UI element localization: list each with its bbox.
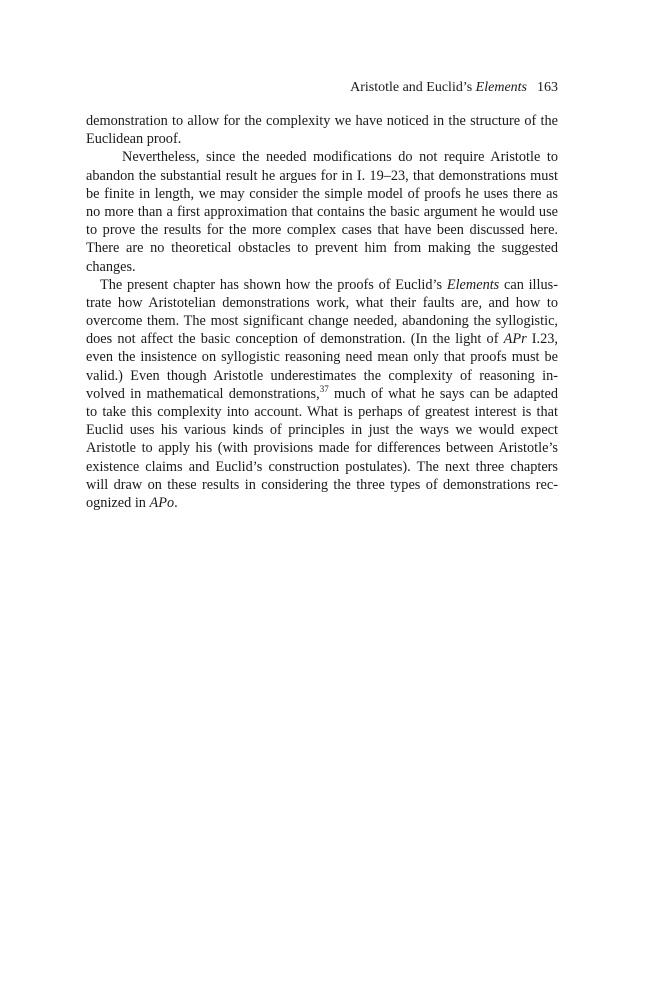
italic-title: Elements	[446, 276, 500, 293]
text-segment: ognized in	[86, 494, 150, 511]
running-title	[350, 80, 527, 95]
text-line: valid.) Even though Aristotle underestimates the complexity of reasoning in-	[86, 367, 558, 384]
text-line: Euclid uses his various kinds of principles in just the ways we would expect	[86, 422, 558, 439]
text-line: overcome them. The most significant change needed, abandoning the syllogistic,	[86, 313, 558, 330]
page-number: 163	[537, 80, 558, 95]
text-segment: can illus-	[499, 276, 558, 293]
text-line: will draw on these results in considering the three types of demonstrations rec-	[86, 476, 558, 493]
text-line: even the insistence on syllogistic reasoning need mean only that proofs must be	[86, 349, 558, 366]
text-segment: volved in mathematical demonstrations,	[86, 385, 320, 402]
text-segment: I.23,	[526, 331, 558, 348]
text-line: abandon the substantial result he argues for in I. 19–23, that demonstrations must	[86, 167, 558, 184]
text-line	[86, 276, 558, 294]
text-line: trate how Aristotelian demonstrations work, what their faults are, and how to	[86, 294, 558, 311]
text-line: Euclidean proof.	[86, 131, 182, 148]
text-line	[86, 330, 558, 348]
text-line: to prove the results for the more complex cases that have been discussed here.	[86, 222, 558, 239]
text-line: There are no theoretical obstacles to prevent him from making the suggested	[86, 240, 558, 257]
text-line: Nevertheless, since the needed modifications do not require Aristotle to	[122, 149, 558, 166]
text-segment: The present chapter has shown how the proofs of Euclid’s	[100, 276, 447, 293]
running-title-italic: Elements	[475, 80, 527, 95]
footnote-marker: 37	[319, 384, 329, 395]
text-line	[86, 494, 558, 512]
body-text	[86, 112, 558, 512]
text-line: Aristotle to apply his (with provisions made for differences between Aristotle’s	[86, 440, 558, 457]
running-head	[86, 80, 558, 96]
italic-abbreviation: APo	[149, 494, 175, 511]
text-line: changes.	[86, 258, 136, 275]
text-segment: much of what he says can be adapted	[328, 385, 558, 402]
text-segment: .	[174, 494, 178, 511]
text-line: demonstration to allow for the complexity we have noticed in the structure of the	[86, 113, 558, 129]
text-line: existence claims and Euclid’s construction postulates). The next three chapters	[86, 458, 558, 475]
text-line: be finite in length, we may consider the simple model of proofs he uses there as	[86, 185, 558, 202]
text-line	[86, 385, 558, 403]
text-line: to take this complexity into account. What is perhaps of greatest interest is that	[86, 404, 558, 420]
text-line: no more than a first approximation that contains the basic argument he would use	[86, 203, 558, 220]
running-title-text: Aristotle and Euclid’s	[350, 80, 476, 95]
italic-abbreviation: APr	[503, 331, 527, 348]
text-segment: does not affect the basic conception of demonstration. (In the light of	[86, 331, 504, 348]
